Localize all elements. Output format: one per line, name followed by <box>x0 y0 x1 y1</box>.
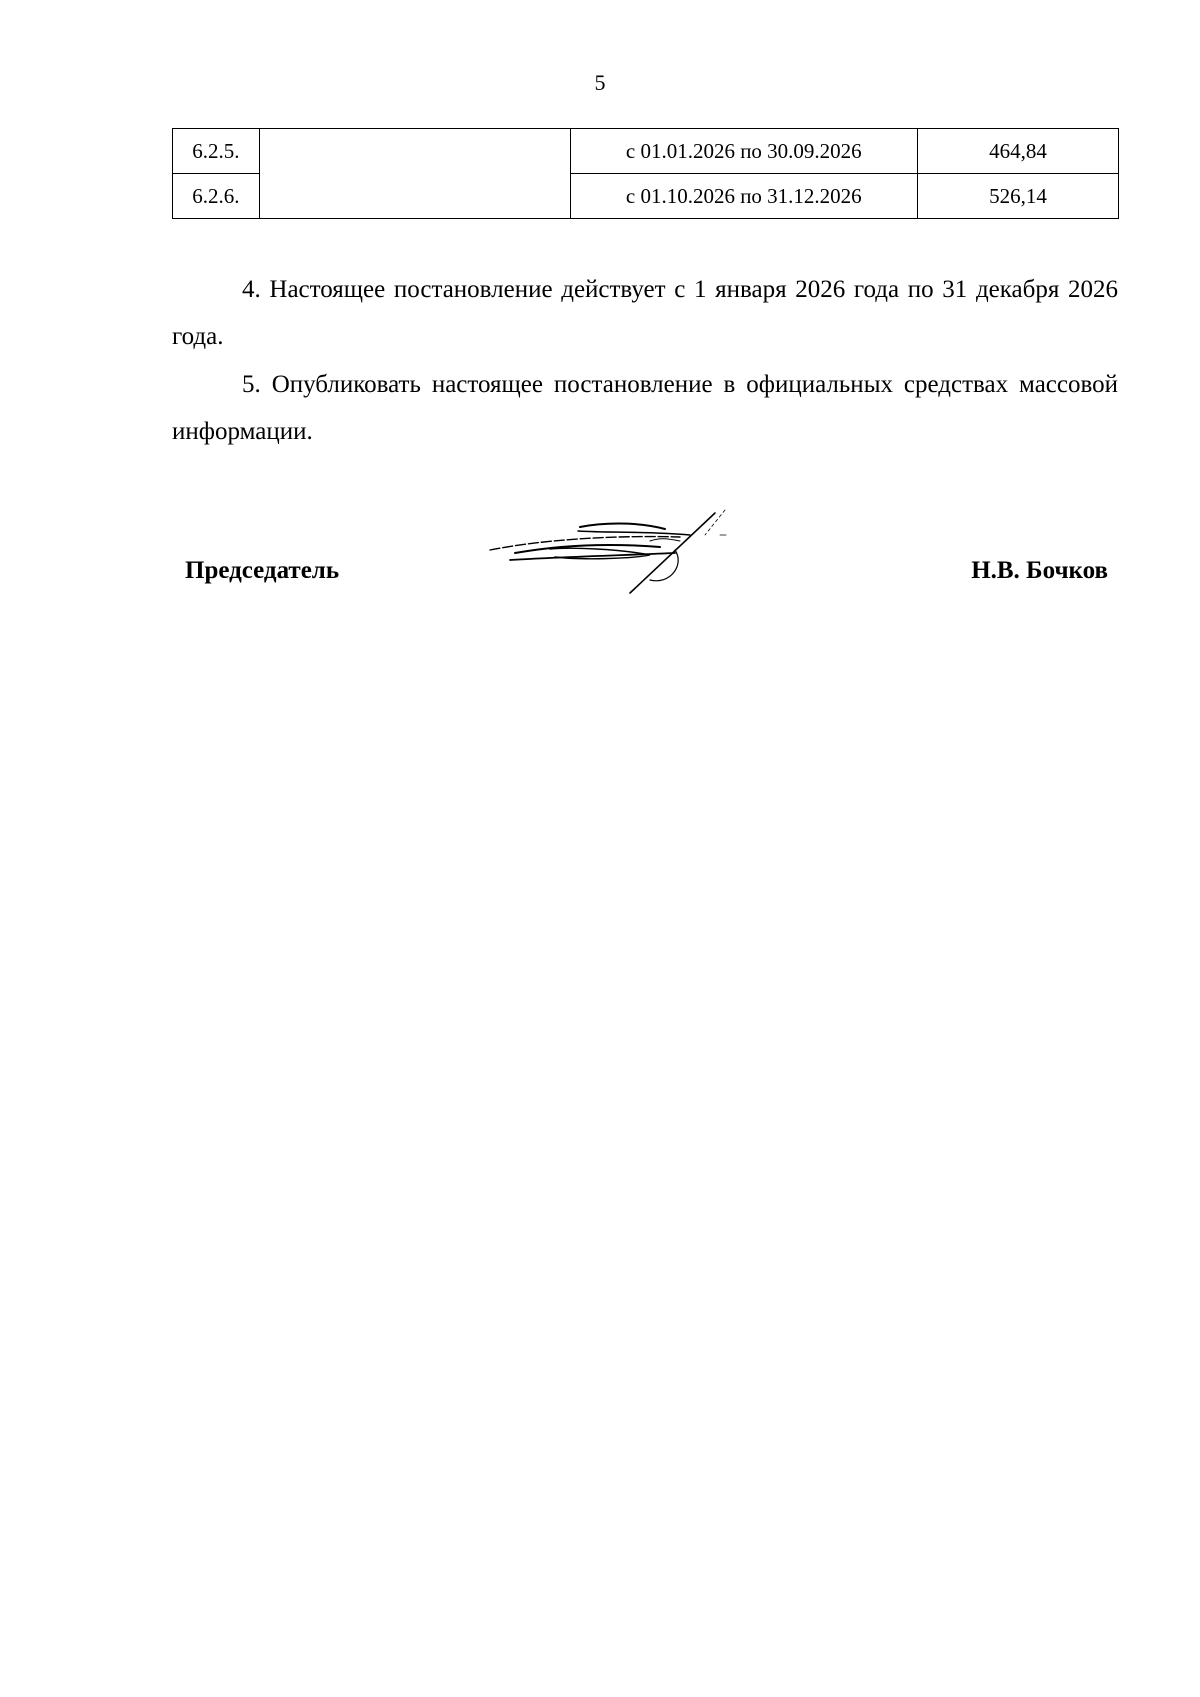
signatory-name: Н.В. Бочков <box>971 557 1108 584</box>
paragraph-5 <box>172 361 1118 455</box>
page-number: 5 <box>594 70 606 95</box>
value-cell: 526,14 <box>917 174 1118 219</box>
table-row <box>173 129 1119 174</box>
tariff-table <box>172 128 1119 219</box>
paragraph-4-text: 4. Настоящее постановление действует с 1 января 2026 года по 31 декабря 2026 года. <box>172 276 1118 350</box>
row-number-cell: 6.2.6. <box>173 174 260 219</box>
paragraph-5-text: 5. Опубликовать настоящее постановление в официальных средствах массовой информации. <box>172 371 1118 445</box>
value-cell: 464,84 <box>917 129 1118 174</box>
signatory-title: Председатель <box>185 557 340 584</box>
period-cell: с 01.01.2026 по 30.09.2026 <box>570 129 917 174</box>
row-name-cell <box>259 129 570 219</box>
paragraph-4 <box>172 266 1118 360</box>
period-cell: с 01.10.2026 по 31.12.2026 <box>570 174 917 219</box>
handwritten-signature-icon <box>470 505 790 605</box>
row-number-cell: 6.2.5. <box>173 129 260 174</box>
